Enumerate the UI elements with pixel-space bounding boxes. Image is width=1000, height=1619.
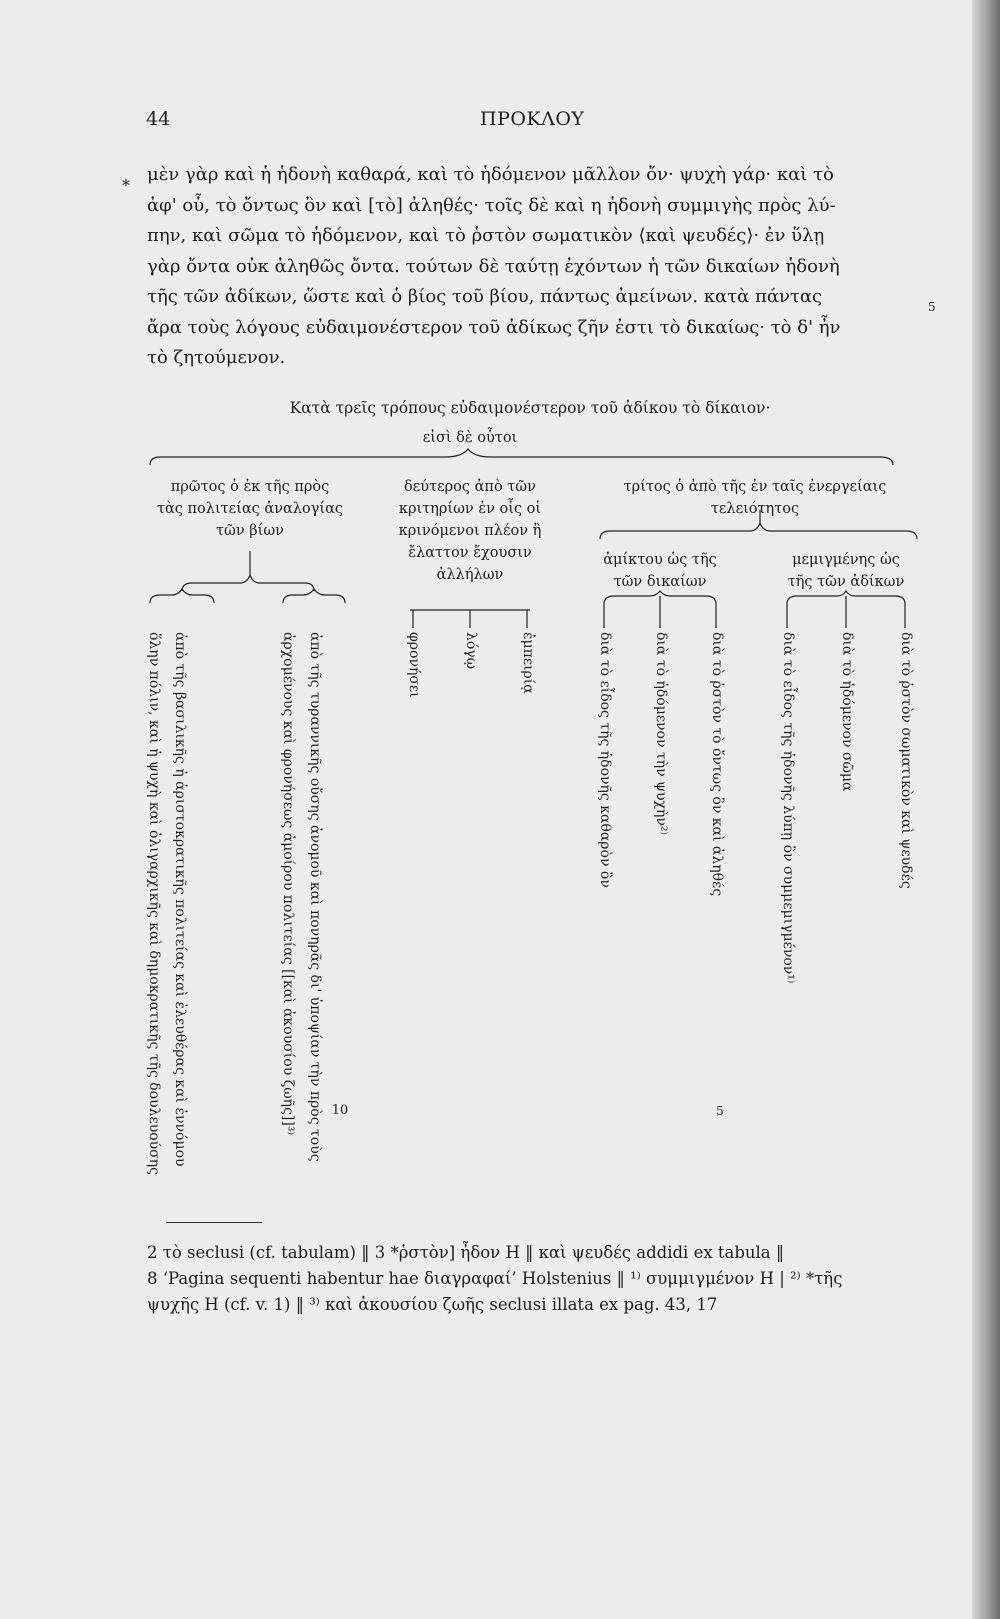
leaf-text: ἀρχομένους καὶ φρονήσεως ἀμοίρου πολιτείας [[καὶ ἀκουσίου ζωῆς]]³⁾	[280, 632, 296, 1135]
line-number: 10	[331, 1103, 349, 1118]
footnote-line: 8 ‘Pagina sequenti habentur hae διαγραφαί’ Holstenius ‖ ¹⁾ συμμιγμένον H | ²⁾ *τῆς	[147, 1269, 843, 1288]
leaf-text: ἀπὸ τῆς τυραννικῆς οὔσης ἀνομοῦ καὶ πονηρᾶς δι' ὑποψίαν τὴν πρὸς τοὺς	[307, 632, 323, 1162]
body-paragraph	[147, 160, 922, 374]
leaf-text: διὰ τὸ ἡδόμενον σῶμα	[839, 632, 855, 792]
leaf-text: ἐμπειρίᾳ	[520, 632, 536, 694]
leaf-text: διὰ τὸ εἶδος τῆς ἡδονῆς καθαρὸν ὂν	[597, 632, 613, 888]
leaf-text: ἀπὸ τῆς βασιλικῆς ἡ ἀριστοκρατικῆς πολιτείας καὶ ἐλευθέρας καὶ ἐννόμου	[172, 632, 188, 1167]
page-number: 44	[146, 108, 171, 130]
body-line: μὲν γὰρ καὶ ἡ ἡδονὴ καθαρά, καὶ τὸ ἡδόμενον μᾶλλον ὄν· ψυχὴ γάρ· καὶ τὸ	[147, 164, 834, 185]
body-line: ἄρα τοὺς λόγους εὐδαιμονέστερον τοῦ ἀδίκως ζῆν ἐστι τὸ δικαίως· τὸ δ' ἦν	[147, 316, 841, 338]
branch-label-line: ἀλλήλων	[436, 567, 504, 583]
branch-label-line: τῶν βίων	[216, 523, 284, 539]
sub-branch-label: μεμιγμένης ὡς	[792, 552, 900, 568]
sub-branch-label: τῶν δικαίων	[613, 574, 707, 590]
sub-branch-label: τῆς τῶν ἀδίκων	[787, 574, 905, 590]
body-line: γὰρ ὄντα οὐκ ἀληθῶς ὄντα. τούτων δὲ ταύτῃ ἐχόντων ἡ τῶν δικαίων ἡδονὴ	[147, 255, 840, 277]
footnote-rule	[166, 1222, 262, 1223]
leaf-text: διὰ τὸ ῥστὸν σωματικὸν καὶ ψευδές	[898, 632, 914, 889]
sub-branch-label: ἀμίκτου ὡς τῆς	[603, 552, 717, 568]
leaf-text: φρονήσει	[406, 632, 422, 698]
footnote-line: ψυχῆς H (cf. v. 1) ‖ ³⁾ καὶ ἀκουσίου ζωῆς seclusi illata ex pag. 43, 17	[147, 1295, 718, 1314]
leaf-text: διὰ τὸ ἡδόμενον τὴν ψυχὴν²⁾	[653, 632, 669, 835]
branch-label-line: δεύτερος ἀπὸ τῶν	[404, 479, 536, 495]
branch-label-line: κρινόμενοι πλέον ἢ	[398, 523, 542, 539]
branch-label-line: ἔλαττον ἔχουσιν	[408, 545, 532, 561]
line-number: 5	[716, 1104, 724, 1118]
body-line: πην, καὶ σῶμα τὸ ἡδόμενον, καὶ τὸ ῥστὸν σωματικὸν ⟨καὶ ψευδές⟩· ἐν ὕλῃ	[147, 225, 825, 246]
branch-label-line: κριτηρίων ἐν οἷς οἱ	[398, 501, 542, 517]
leaf-text: λόγῳ	[463, 632, 479, 670]
diagram-heading: Κατὰ τρεῖς τρόπους εὐδαιμονέστερον τοῦ ἀδίκου τὸ δίκαιον·	[289, 399, 771, 417]
body-line: τὸ ζητούμενον.	[147, 347, 286, 368]
branch-label-line: τρίτος ὁ ἀπὸ τῆς ἐν ταῖς ἐνεργείαις	[623, 479, 887, 495]
classification-diagram	[0, 395, 1000, 1175]
footnote-line: 2 τὸ seclusi (cf. tabulam) ‖ 3 *ῥστὸν] ἦδον H ‖ καὶ ψευδές addidi ex tabula ‖	[147, 1243, 785, 1262]
branch-label-line: τὰς πολιτείας ἀναλογίας	[156, 501, 343, 517]
leaf-text: ὅλην πόλιν, καὶ ἡ ψυχὴ καὶ ὀλιγαρχικῆς καὶ δημοκρατικῆς τῆς δουλευούσης	[146, 632, 162, 1175]
body-line: τῆς τῶν ἀδίκων, ὥστε καὶ ὁ βίος τοῦ βίου, πάντως ἀμείνων. κατὰ πάντας	[147, 286, 823, 307]
diagram-subheading: εἰσὶ δὲ οὗτοι	[422, 430, 518, 446]
margin-star-mark: *	[122, 176, 130, 195]
footnotes	[147, 1240, 922, 1318]
running-title: ΠΡΟΚΛΟΥ	[480, 108, 585, 130]
line-number: 5	[928, 300, 936, 314]
branch-label-line: τελειότητος	[710, 501, 800, 517]
body-line: ἀφ' οὗ, τὸ ὄντως ὂν καὶ [τὸ] ἀληθές· τοῖς δὲ καὶ η ἡδονὴ συμμιγὴς πρὸς λύ-	[147, 194, 836, 216]
leaf-text: διὰ τὸ ῥστὸν τὸ ὄντως ὂν καὶ ἀληθές	[709, 632, 725, 897]
branch-label-line: πρῶτος ὁ ἐκ τῆς πρὸς	[170, 479, 330, 495]
page-header	[0, 108, 1000, 138]
leaf-text: διὰ τὸ εἶδος τῆς ἡδονῆς λύπῃ ὂν συμμεμιγμένον¹⁾	[780, 632, 796, 984]
